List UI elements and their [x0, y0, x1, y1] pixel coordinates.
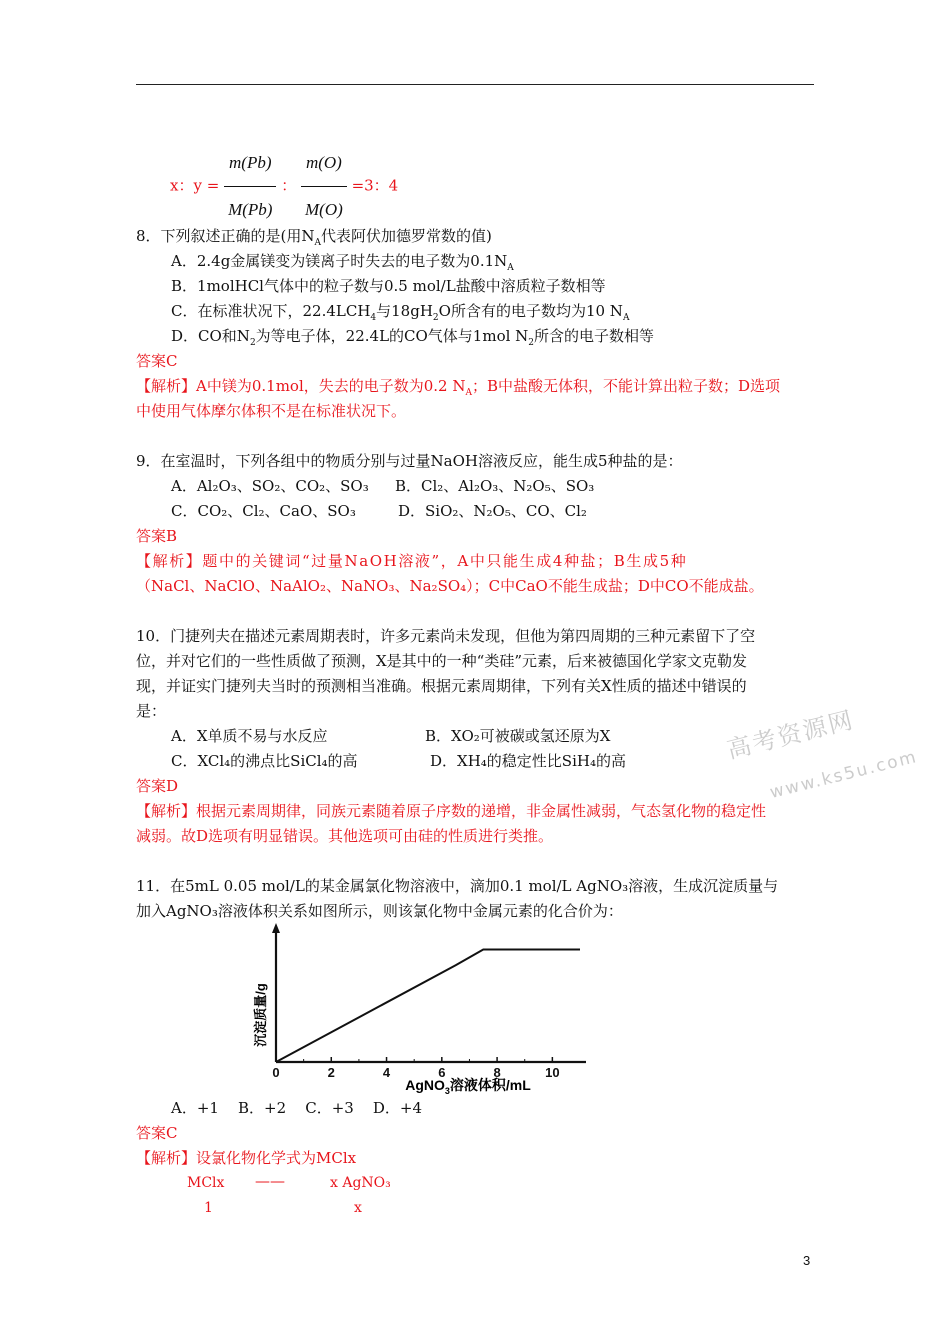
- q10-option-a: A．X单质不易与水反应: [171, 727, 328, 745]
- calc-right-1: x AgNO₃: [330, 1175, 391, 1191]
- chart-series: [276, 950, 580, 1063]
- q11-stem-line1: 11．在5mL 0.05 mol/L的某金属氯化物溶液中，滴加0.1 mol/L AgNO₃溶液，生成沉淀质量与: [136, 877, 779, 895]
- q8-stem: 8．下列叙述正确的是(用$N_A$代表阿伏加德罗常数的值): [136, 227, 492, 248]
- fraction-denominator: M(O): [305, 200, 343, 219]
- q9-stem: 9．在室温时，下列各组中的物质分别与过量NaOH溶液反应，能生成5种盐的是：: [136, 452, 683, 470]
- q9-analysis: 【解析】题中的关键词“过量NaOH溶液”，A中只能生成4种盐；B生成5种: [136, 552, 688, 570]
- q10-option-b: B．XO₂可被碳或氢还原为X: [425, 727, 611, 745]
- q8-option-c: C．在标准状况下，$22.4LCH_4$与$18gH_2O$所含有的电子数均为10 $N_A$: [171, 302, 630, 323]
- q11-stem-line2: 加入AgNO₃溶液体积关系如图所示，则该氯化物中金属元素的化合价为：: [136, 902, 623, 920]
- fraction-numerator: m(Pb): [224, 140, 276, 187]
- q10-answer: 答案D: [136, 777, 179, 795]
- q9-analysis-cont: （NaCl、NaClO、NaAlO₂、NaNO₃、Na₂SO₄）；C中CaO不能生成盐；D中CO不能成盐。: [136, 577, 764, 595]
- q10-analysis: 【解析】根据元素周期律，同族元素随着原子序数的递增，非金属性减弱，气态氢化物的稳定性: [136, 802, 767, 820]
- q10-stem-line3: 现，并证实门捷列夫当时的预测相当准确。根据元素周期律，下列有关X性质的描述中错误的: [136, 677, 747, 695]
- q10-option-c: C．XCl₄的沸点比SiCl₄的高: [171, 752, 358, 770]
- calc-right-2: x: [354, 1200, 362, 1216]
- fraction-pb: [224, 140, 276, 233]
- formula-prefix: x：y =: [170, 176, 220, 195]
- q8-option-d: D．CO和$N_2$为等电子体，22.4L的CO气体与1mol $N_2$所含的电子数相等: [171, 327, 655, 348]
- q9-option-c: C．CO₂、Cl₂、CaO、SO₃: [171, 502, 356, 520]
- ratio-formula: [170, 140, 398, 233]
- q8-analysis-cont: 中使用气体摩尔体积不是在标准状况下。: [136, 402, 407, 420]
- precipitate-curve: [276, 950, 580, 1063]
- x-tick-label: 10: [545, 1065, 560, 1080]
- x-axis-label: AgNO$_3$溶液体积/mL: [405, 1077, 531, 1095]
- q10-stem-line4: 是：: [136, 702, 167, 720]
- y-axis-arrow: [272, 923, 280, 933]
- x-tick-label: 0: [272, 1065, 280, 1080]
- chart-axes: [272, 923, 586, 1062]
- q9-option-a: A．Al₂O₃、SO₂、CO₂、SO₃: [171, 477, 369, 495]
- q10-stem-line2: 位，并对它们的一些性质做了预测，X是其中的一种“类硅”元素，后来被德国化学家文克勒发: [136, 652, 748, 670]
- formula-colon: ：: [281, 176, 297, 195]
- watermark-url: www.ks5u.com: [767, 746, 920, 804]
- q8-option-b: B．1molHCl气体中的粒子数与0.5 mol/L盐酸中溶质粒子数相等: [171, 277, 606, 295]
- calc-dash: ——: [255, 1172, 285, 1190]
- watermark-text: 高考资源网: [724, 705, 858, 765]
- x-tick-label: 6: [438, 1065, 446, 1080]
- fraction-numerator: m(O): [301, 140, 347, 187]
- q11-options: A．+1 B．+2 C．+3 D．+4: [171, 1099, 423, 1117]
- q10-analysis-cont: 减弱。故D选项有明显错误。其他选项可由硅的性质进行类推。: [136, 827, 554, 845]
- formula-result: =3：4: [351, 176, 399, 195]
- page-number: 3: [803, 1253, 811, 1268]
- fraction-denominator: M(Pb): [228, 200, 273, 219]
- x-tick-label: 4: [382, 1065, 391, 1080]
- q8-answer: 答案C: [136, 352, 178, 370]
- precipitate-mass-chart: [240, 920, 600, 1095]
- q9-option-d: D．SiO₂、N₂O₅、CO、Cl₂: [398, 502, 587, 520]
- q8-analysis: 【解析】A中镁为0.1mol，失去的电子数为0.2 $N_A$；B中盐酸无体积，不能计算出粒子数；D选项: [136, 377, 781, 398]
- header-rule: [136, 84, 814, 85]
- x-tick-label: 8: [493, 1065, 501, 1080]
- calc-left-2: 1: [204, 1200, 213, 1216]
- q9-option-b: B．Cl₂、Al₂O₃、N₂O₅、SO₃: [395, 477, 595, 495]
- calc-left-1: MClx: [187, 1175, 225, 1191]
- q11-analysis: 【解析】设氯化物化学式为MClx: [136, 1149, 357, 1167]
- x-tick-label: 2: [327, 1065, 335, 1080]
- q10-stem-line1: 10．门捷列夫在描述元素周期表时，许多元素尚未发现，但他为第四周期的三种元素留下了空: [136, 627, 756, 645]
- q10-option-d: D．XH₄的稳定性比SiH₄的高: [430, 752, 626, 770]
- q11-answer: 答案C: [136, 1124, 178, 1142]
- y-axis-label: 沉淀质量/g: [253, 983, 268, 1047]
- q8-option-a: A．2.4g金属镁变为镁离子时失去的电子数为$0.1N_A$: [171, 252, 514, 273]
- fraction-o: [301, 140, 347, 233]
- q9-answer: 答案B: [136, 527, 178, 545]
